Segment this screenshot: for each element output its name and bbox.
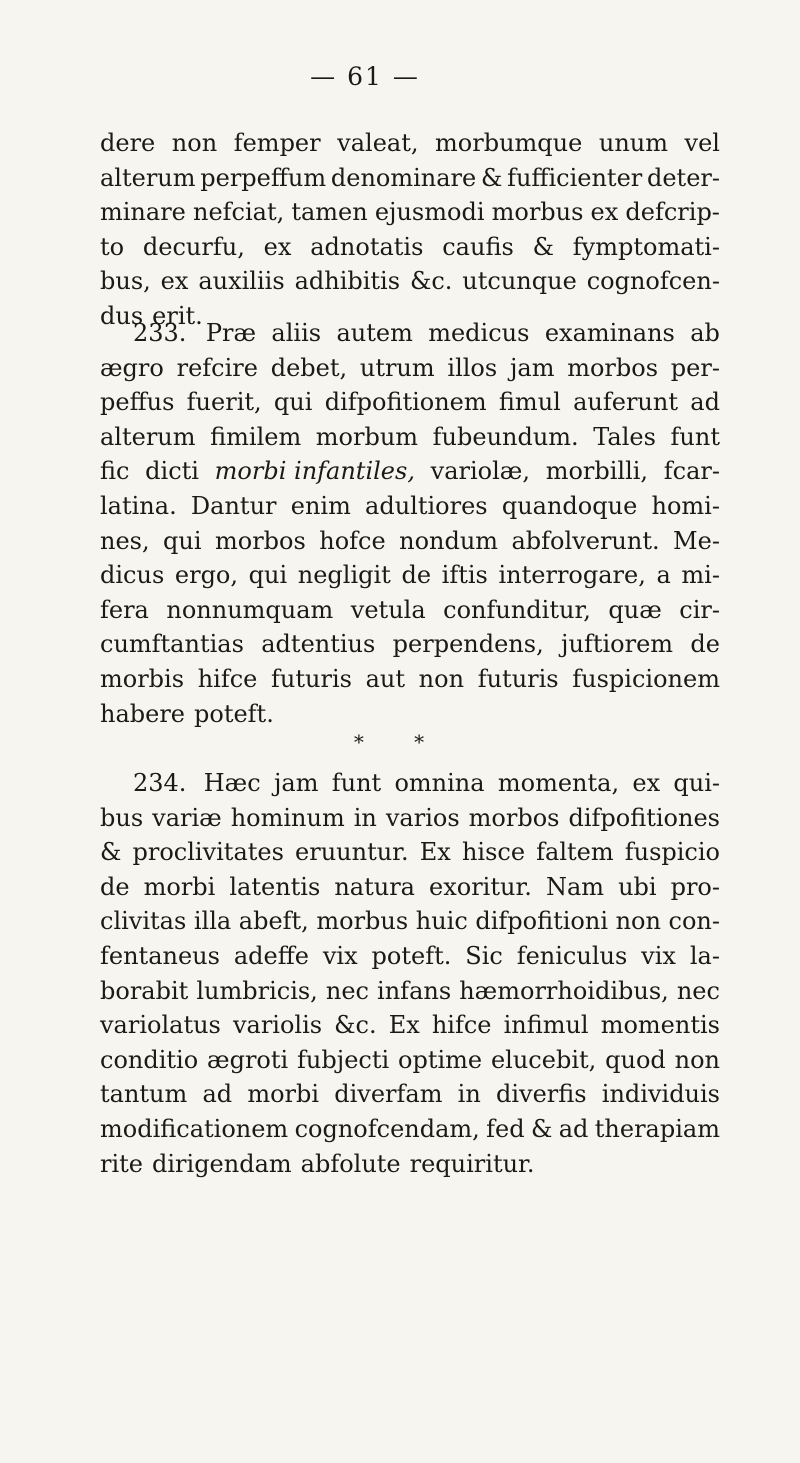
word: pro- xyxy=(670,872,720,901)
text-line xyxy=(100,974,720,1009)
word: fimilem xyxy=(210,422,302,451)
text-line xyxy=(100,801,720,836)
word: mi- xyxy=(681,561,720,590)
word: fentaneus xyxy=(100,941,220,970)
word: fic xyxy=(100,457,130,486)
word: adtentius xyxy=(261,630,376,659)
word: con- xyxy=(668,907,720,936)
word: iftis xyxy=(441,561,488,590)
word: morbos xyxy=(567,353,659,382)
word: diverfis xyxy=(495,1080,587,1109)
text-line xyxy=(100,835,720,870)
word: morbis xyxy=(100,664,185,693)
word: fuspicionem xyxy=(572,664,720,693)
word: ad xyxy=(690,388,720,417)
word: adultiores xyxy=(365,491,488,520)
word: dirigendam xyxy=(152,1149,292,1178)
word: funt xyxy=(331,769,382,797)
word: vix xyxy=(641,941,676,970)
text-line xyxy=(100,558,720,593)
text-line xyxy=(100,662,720,697)
word: huic xyxy=(415,907,468,936)
word: faltem xyxy=(536,838,614,867)
word: fuspicio xyxy=(624,838,720,867)
word: variæ xyxy=(152,803,222,832)
word: therapiam xyxy=(594,1114,720,1143)
word: ægro xyxy=(100,353,164,382)
word: tantum xyxy=(100,1080,188,1109)
text-line xyxy=(100,1008,720,1043)
paragraph-233 xyxy=(100,316,720,731)
word: caufis xyxy=(442,232,514,261)
word: fubeundum. xyxy=(432,422,579,451)
word: morbi xyxy=(247,1080,320,1109)
continuation-paragraph xyxy=(100,126,720,334)
word: Me- xyxy=(673,526,720,555)
word: homi- xyxy=(651,491,720,520)
word: unum xyxy=(598,129,668,157)
word: cir- xyxy=(679,595,720,624)
word: ergo, xyxy=(174,561,239,590)
word: bus xyxy=(100,803,144,832)
word: cumftantias xyxy=(100,630,244,659)
word: fuerit, xyxy=(186,388,262,417)
text-line xyxy=(100,1147,720,1182)
word: adnotatis xyxy=(310,232,424,261)
word: in xyxy=(457,1080,481,1109)
word: auferunt xyxy=(573,388,678,417)
word: elucebit, xyxy=(490,1045,597,1074)
word: requiritur. xyxy=(409,1149,535,1178)
word: variolatus xyxy=(100,1011,221,1040)
word: nonnumquam xyxy=(166,595,334,624)
text-line xyxy=(100,1112,720,1147)
word: dicti xyxy=(145,457,199,486)
word: futuris xyxy=(271,664,352,693)
word: morbus xyxy=(491,198,584,227)
word: ex xyxy=(263,232,292,261)
text-line xyxy=(100,766,720,801)
word: fufficienter xyxy=(507,163,643,192)
text-line xyxy=(100,939,720,974)
word: dus xyxy=(100,301,144,330)
word: quæ xyxy=(608,595,662,624)
word: decurfu, xyxy=(142,232,245,261)
word: abeft, xyxy=(238,907,309,936)
text-line xyxy=(100,1077,720,1112)
text-line xyxy=(100,454,720,489)
word: auxiliis xyxy=(198,267,285,296)
word: vix xyxy=(322,941,358,970)
word: hominum xyxy=(230,803,345,832)
word: Tales xyxy=(593,422,656,451)
word: hifce xyxy=(431,1011,492,1040)
word: infans xyxy=(377,976,452,1005)
word: qui- xyxy=(673,769,720,797)
section-asterism: * * xyxy=(353,730,447,754)
word: Præ xyxy=(205,319,257,347)
word: exoritur. xyxy=(429,872,532,901)
word: bus, xyxy=(100,267,151,296)
page-number: — 61 — xyxy=(310,62,420,91)
word: qui xyxy=(273,388,313,417)
word: &c. xyxy=(409,267,453,296)
text-line xyxy=(100,161,720,196)
word: Ex xyxy=(388,1011,420,1040)
word: qui xyxy=(248,561,288,590)
word: difpofitionem xyxy=(324,388,487,417)
text-line xyxy=(100,351,720,386)
word: defcrip- xyxy=(625,198,720,227)
word: ad xyxy=(558,1114,589,1143)
word: utrum xyxy=(359,353,435,382)
word: conditio xyxy=(100,1045,199,1074)
word: perpeffum xyxy=(200,163,327,192)
word: non xyxy=(418,664,465,693)
word: hofce xyxy=(319,526,386,555)
text-line xyxy=(100,385,720,420)
word: fymptomati- xyxy=(572,232,720,261)
word: fcar- xyxy=(663,457,720,486)
word: medicus xyxy=(428,319,530,347)
text-line xyxy=(100,316,720,351)
text-line xyxy=(100,593,720,628)
word: difpofitiones xyxy=(568,803,720,832)
word: erit. xyxy=(152,301,203,330)
word: quandoque xyxy=(501,491,638,520)
word: ab xyxy=(690,319,720,347)
paragraph-234 xyxy=(100,766,720,1181)
word: ejusmodi xyxy=(374,198,485,227)
word: momenta, xyxy=(497,769,620,797)
word: adeffe xyxy=(233,941,309,970)
text-line xyxy=(100,1043,720,1078)
word: la- xyxy=(689,941,720,970)
word: latina. xyxy=(100,491,177,520)
word: proclivitates xyxy=(132,838,284,867)
word: de xyxy=(690,630,720,659)
word: abfolverunt. xyxy=(511,526,660,555)
word: nes, xyxy=(100,526,150,555)
text-line xyxy=(100,697,720,732)
word: individuis xyxy=(601,1080,720,1109)
word: non xyxy=(615,907,661,936)
word: borabit xyxy=(100,976,189,1005)
word: morbus xyxy=(316,907,409,936)
word: cognofcen- xyxy=(586,267,720,296)
word: hæmorrhoidibus, xyxy=(459,976,669,1005)
text-line xyxy=(100,489,720,524)
text-line xyxy=(100,524,720,559)
word: in xyxy=(353,803,377,832)
word: aut xyxy=(365,664,406,693)
word: Sic xyxy=(465,941,503,970)
word: ad xyxy=(202,1080,233,1109)
text-line xyxy=(100,904,720,939)
word: valeat, xyxy=(337,129,419,157)
word: diverfam xyxy=(334,1080,443,1109)
word: non xyxy=(171,129,218,157)
word: Ex xyxy=(419,838,451,867)
word: morbi infantiles, xyxy=(214,457,415,486)
word: variolis xyxy=(232,1011,323,1040)
word: cognofcendam, xyxy=(294,1114,480,1143)
word: confunditur, xyxy=(443,595,591,624)
word: lumbricis, xyxy=(196,976,318,1005)
word: momentis xyxy=(600,1011,720,1040)
word: hisce xyxy=(461,838,526,867)
word: infimul xyxy=(503,1011,589,1040)
word: nec xyxy=(325,976,369,1005)
word: perpendens, xyxy=(392,630,544,659)
word: latentis xyxy=(229,872,321,901)
word: non xyxy=(674,1045,720,1074)
text-line xyxy=(100,627,720,662)
word: to xyxy=(100,232,125,261)
word: dicus xyxy=(100,561,165,590)
word: quod xyxy=(605,1045,666,1074)
word: minare xyxy=(100,198,186,227)
paragraph-number: 233. xyxy=(133,319,187,347)
word: ex xyxy=(160,267,189,296)
word: abfolute xyxy=(300,1149,401,1178)
word: nondum xyxy=(399,526,499,555)
text-line xyxy=(100,126,720,161)
word: fimul xyxy=(498,388,561,417)
word: varios xyxy=(385,803,460,832)
word: optime xyxy=(398,1045,483,1074)
word: enim xyxy=(290,491,351,520)
word: per- xyxy=(670,353,720,382)
word: deter- xyxy=(646,163,720,192)
word: examinans xyxy=(544,319,675,347)
text-line xyxy=(100,264,720,299)
word: jam xyxy=(273,769,319,797)
word: nefciat, xyxy=(192,198,285,227)
word: habere xyxy=(100,699,186,728)
paragraph-number: 234. xyxy=(133,769,187,797)
word: denominare xyxy=(330,163,477,192)
word: alterum xyxy=(100,163,196,192)
word: morbilli, xyxy=(545,457,649,486)
word: modificationem xyxy=(100,1114,289,1143)
word: clivitas xyxy=(100,907,187,936)
word: morbumque xyxy=(435,129,583,157)
word: morbum xyxy=(315,422,419,451)
text-line xyxy=(100,420,720,455)
word: fed xyxy=(486,1114,525,1143)
word: ex xyxy=(632,769,661,797)
word: rite xyxy=(100,1149,143,1178)
word: & xyxy=(480,163,503,192)
word: poteft. xyxy=(371,941,452,970)
word: negligit xyxy=(297,561,391,590)
word: interrogare, xyxy=(498,561,646,590)
word: aliis xyxy=(271,319,322,347)
word: morbos xyxy=(214,526,306,555)
word: utcunque xyxy=(462,267,577,296)
word: peffus xyxy=(100,388,175,417)
word: adhibitis xyxy=(294,267,401,296)
word: debet, xyxy=(270,353,348,382)
text-line xyxy=(100,870,720,905)
word: variolæ, xyxy=(430,457,530,486)
word: Dantur xyxy=(190,491,277,520)
word: &c. xyxy=(334,1011,377,1040)
text-line xyxy=(100,230,720,265)
word: Hæc xyxy=(203,769,261,797)
word: & xyxy=(100,838,122,867)
word: & xyxy=(530,1114,553,1143)
word: refcire xyxy=(176,353,258,382)
word: autem xyxy=(336,319,413,347)
word: morbos xyxy=(468,803,560,832)
word: funt xyxy=(670,422,720,451)
word: qui xyxy=(163,526,202,555)
word: femper xyxy=(233,129,321,157)
word: illa xyxy=(193,907,232,936)
word: nec xyxy=(676,976,720,1005)
text-line xyxy=(100,195,720,230)
word: vel xyxy=(684,129,720,157)
word: juftiorem xyxy=(561,630,674,659)
word: ubi xyxy=(618,872,657,901)
word: ægroti xyxy=(207,1045,289,1074)
word: morbi xyxy=(143,872,216,901)
word: jam xyxy=(509,353,555,382)
word: Nam xyxy=(545,872,605,901)
word: eruuntur. xyxy=(295,838,409,867)
word: dere xyxy=(100,129,156,157)
word: tamen xyxy=(291,198,368,227)
word: alterum xyxy=(100,422,196,451)
word: hifce xyxy=(197,664,258,693)
word: fubjecti xyxy=(297,1045,390,1074)
word: omnina xyxy=(394,769,485,797)
word: & xyxy=(532,232,554,261)
word: de xyxy=(401,561,432,590)
word: ex xyxy=(590,198,619,227)
word: a xyxy=(656,561,671,590)
word: fera xyxy=(100,595,149,624)
word: illos xyxy=(447,353,498,382)
word: poteft. xyxy=(194,699,274,728)
word: vetula xyxy=(350,595,426,624)
word: de xyxy=(100,872,130,901)
word: natura xyxy=(334,872,415,901)
word: feniculus xyxy=(516,941,628,970)
word: futuris xyxy=(477,664,559,693)
word: difpofitioni xyxy=(475,907,608,936)
